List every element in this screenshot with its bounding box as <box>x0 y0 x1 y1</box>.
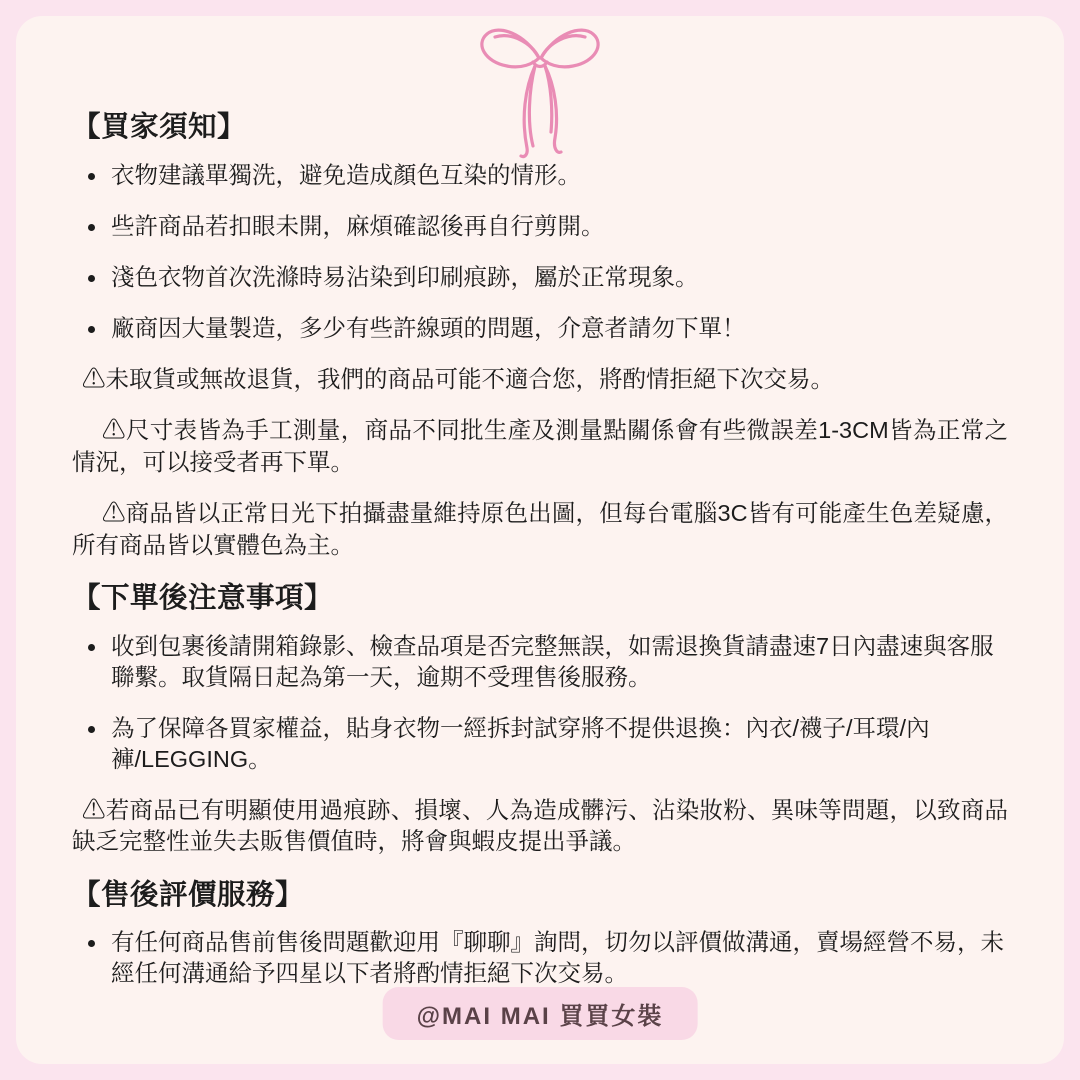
buyer-notice-list <box>72 160 1008 344</box>
notice-content <box>16 16 1064 1064</box>
section-title-buyer-notice: 【買家須知】 <box>72 111 247 143</box>
list-item: 有任何商品售前售後問題歡迎用『聊聊』詢問，切勿以評價做溝通，賣場經營不易，未經任何溝通給予四星以下者將酌情拒絕下次交易。 <box>72 927 1008 989</box>
list-item: 為了保障各買家權益，貼身衣物一經拆封試穿將不提供退換：內衣/襪子/耳環/內褲/LEGGING。 <box>72 713 1008 775</box>
after-sales-list <box>72 927 1008 989</box>
list-item: 廠商因大量製造，多少有些許線頭的問題，介意者請勿下單！ <box>72 313 1008 344</box>
warning-note: ⚠商品皆以正常日光下拍攝盡量維持原色出圖，但每台電腦3C皆有可能產生色差疑慮，所有商品皆以實體色為主。 <box>72 500 1008 558</box>
after-order-list <box>72 631 1008 775</box>
warning-note: ⚠尺寸表皆為手工測量，商品不同批生產及測量點關係會有些微誤差1-3CM皆為正常之情況，可以接受者再下單。 <box>72 417 1008 475</box>
warning-note: ⚠若商品已有明顯使用過痕跡、損壞、人為造成髒污、沾染妝粉、異味等問題，以致商品缺乏完整性並失去販售價值時，將會與蝦皮提出爭議。 <box>72 796 1008 855</box>
notice-card <box>16 16 1064 1064</box>
list-item: 淺色衣物首次洗滌時易沾染到印刷痕跡，屬於正常現象。 <box>72 262 1008 293</box>
warning-note: ⚠未取貨或無故退貨，我們的商品可能不適合您，將酌情拒絕下次交易。 <box>82 365 834 392</box>
list-item: 收到包裹後請開箱錄影、檢查品項是否完整無誤，如需退換貨請盡速7日內盡速與客服聯繫。取貨隔日起為第一天，逾期不受理售後服務。 <box>72 631 1008 693</box>
shop-handle-badge: @MAI MAI 買買女裝 <box>383 987 698 1040</box>
list-item: 些許商品若扣眼未開，麻煩確認後再自行剪開。 <box>72 211 1008 242</box>
section-title-after-order: 【下單後注意事項】 <box>72 582 334 615</box>
section-title-after-sales-review: 【售後評價服務】 <box>72 878 305 911</box>
list-item: 衣物建議單獨洗，避免造成顏色互染的情形。 <box>72 160 1008 191</box>
